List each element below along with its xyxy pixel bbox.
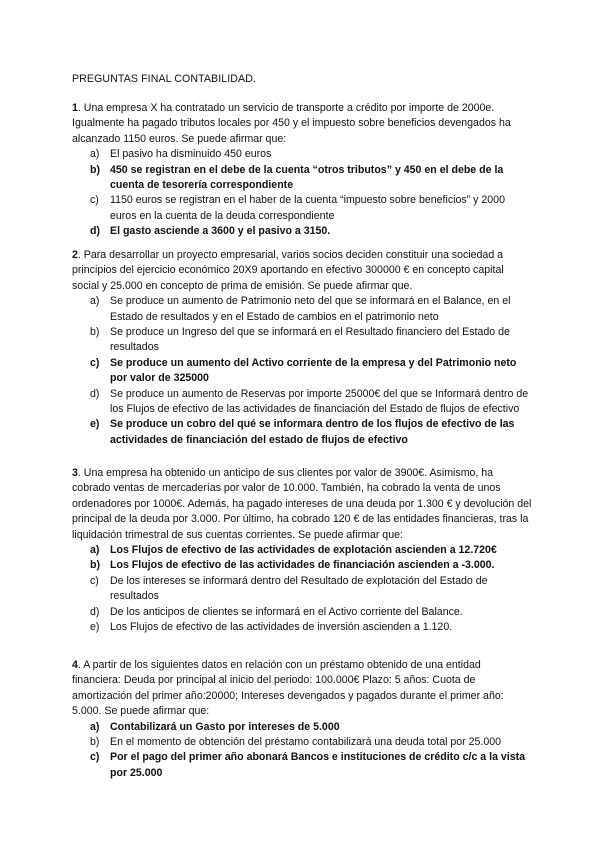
option-text: Los Flujos de efectivo de las actividades de inversión ascienden a 1.120.	[110, 621, 453, 634]
answer-option	[72, 605, 532, 620]
option-letter: b)	[90, 559, 100, 572]
question-text: . A partir de los siguientes datos en relación con un préstamo obtenido de una entidad financiera: Deuda por principal al inicio del periodo: 100.000€ Plazo: 5 años: Cuota de amortización del primer año:20000; Intereses devengados y pagados durante el primer año: 5.000. Se puede afirmar que:	[72, 659, 504, 718]
question-4	[72, 658, 532, 781]
answer-option	[72, 147, 532, 162]
option-text: De los anticipos de clientes se informará en el Activo corriente del Balance.	[110, 605, 463, 618]
option-text: Los Flujos de efectivo de las actividades de explotación ascienden a 12.720€	[110, 544, 497, 557]
answer-option	[72, 387, 532, 418]
document-title: PREGUNTAS FINAL CONTABILIDAD.	[72, 73, 257, 85]
option-letter: a)	[90, 295, 100, 308]
question-stem	[72, 101, 532, 147]
answer-option	[72, 224, 532, 239]
answer-option	[72, 720, 532, 735]
option-letter: e)	[90, 621, 100, 634]
option-letter: e)	[90, 418, 100, 431]
answer-options	[72, 147, 532, 239]
option-text: El gasto asciende a 3600 y el pasivo a 3150.	[110, 225, 331, 238]
answer-option	[72, 325, 532, 356]
answer-option	[72, 543, 532, 558]
option-letter: b)	[90, 326, 100, 339]
question-stem	[72, 466, 532, 543]
answer-option	[72, 735, 532, 750]
question-number: 2	[72, 249, 78, 261]
option-letter: c)	[90, 356, 100, 369]
option-letter: c)	[90, 751, 100, 764]
answer-options	[72, 720, 532, 782]
question-stem	[72, 248, 532, 294]
option-text: De los intereses se informará dentro del Resultado de explotación del Estado de resultados	[110, 574, 488, 603]
question-2	[72, 248, 532, 448]
question-text: . Una empresa X ha contratado un servicio de transporte a crédito por importe de 2000e. Igualmente ha pagado tributos locales por 450 y el impuesto sobre beneficios devengados ha alcanzado 1150 euros. Se puede afirmar que:	[72, 102, 511, 145]
question-text: . Para desarrollar un proyecto empresarial, varios socios deciden constituir una sociedad a principios del ejercicio económico 20X9 aportando en efectivo 300000 € en concepto capital social y 25.000 en concepto de prima de emisión. Se puede afirmar que.	[72, 249, 504, 292]
question-number: 3	[72, 467, 78, 479]
question-stem	[72, 658, 532, 720]
answer-options	[72, 294, 532, 448]
option-text: Los Flujos de efectivo de las actividades de financiación ascienden a -3.000.	[110, 559, 495, 572]
option-letter: a)	[90, 720, 100, 733]
option-text: Se produce un cobro del qué se informara dentro de los flujos de efectivo de las actividades de financiación del estado de flujos de efectivo	[110, 418, 515, 446]
option-letter: d)	[90, 605, 100, 618]
answer-option	[72, 417, 532, 448]
question-3	[72, 466, 532, 635]
option-letter: a)	[90, 148, 100, 161]
option-text: Contabilizará un Gasto por intereses de 5.000	[110, 720, 340, 733]
option-letter: c)	[90, 574, 99, 587]
option-text: Por el pago del primer año abonará Bancos e instituciones de crédito c/c a la vista por 25.000	[110, 751, 526, 779]
option-text: El pasivo ha disminuido 450 euros	[110, 148, 272, 161]
answer-option	[72, 356, 532, 387]
option-text: Se produce un aumento del Activo corriente de la empresa y del Patrimonio neto por valor de 325000	[110, 356, 517, 385]
option-letter: b)	[90, 736, 100, 749]
option-text: 450 se registran en el debe de la cuenta “otros tributos” y 450 en el debe de la cuenta de tesorería correspondiente	[110, 163, 504, 192]
question-number: 1	[72, 102, 78, 114]
option-letter: d)	[90, 387, 100, 400]
answer-option	[72, 193, 532, 224]
answer-option	[72, 574, 532, 605]
option-text: 1150 euros se registran en el haber de la cuenta “impuesto sobre beneficios” y 2000 euros en la cuenta de la deuda correspondiente	[110, 194, 505, 222]
option-letter: b)	[90, 163, 100, 176]
option-letter: d)	[90, 225, 100, 238]
answer-option	[72, 558, 532, 573]
answer-option	[72, 294, 532, 325]
question-text: . Una empresa ha obtenido un anticipo de sus clientes por valor de 3900€. Asimismo, ha cobrado ventas de mercaderías por valor de 10.000. También, ha cobrado la venta de unos ordenadores por 1000€. Además, ha pagado intereses de una deuda por 1.300 € y devolución del principal de la deuda por 3.000. Por último, ha cobrado 120 € de las entidades financieras, tras la liquidación trimestral de sus cuentas corrientes. Se puede afirmar que:	[72, 467, 532, 541]
option-letter: c)	[90, 194, 99, 207]
question-1	[72, 101, 532, 240]
option-letter: a)	[90, 544, 100, 557]
option-text: En el momento de obtención del préstamo contabilizará una deuda total por 25.000	[110, 736, 502, 749]
answer-option	[72, 163, 532, 194]
option-text: Se produce un aumento de Reservas por importe 25000€ del que se Informará dentro de los Flujos de efectivo de las actividades de financiación del Estado de flujos de efectivo	[110, 387, 529, 416]
answer-option	[72, 620, 532, 635]
answer-options	[72, 543, 532, 635]
question-number: 4	[72, 659, 78, 671]
answer-option	[72, 750, 532, 781]
option-text: Se produce un Ingreso del que se informará en el Resultado financiero del Estado de resultados	[110, 326, 510, 354]
option-text: Se produce un aumento de Patrimonio neto del que se informará en el Balance, en el Estado de resultados y en el Estado de cambios en el patrimonio neto	[110, 295, 511, 323]
